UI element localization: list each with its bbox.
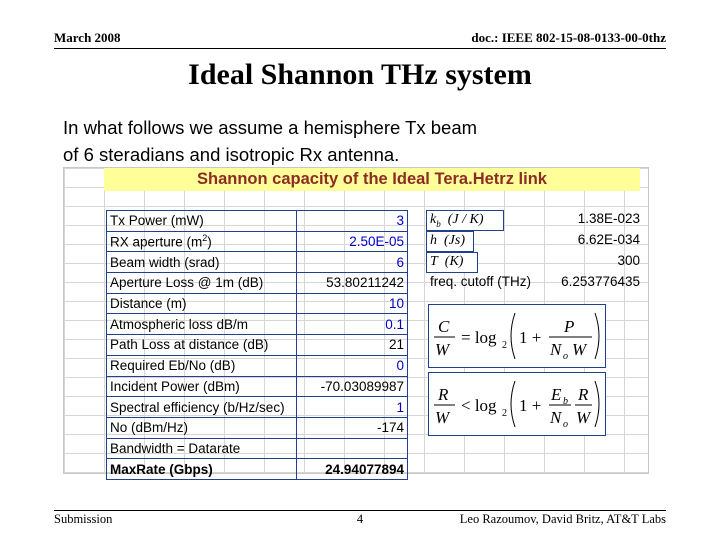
header-date: March 2008 [54, 30, 121, 45]
param-value [296, 438, 407, 459]
f1-num: P [564, 317, 575, 336]
f2-eq: < log [461, 396, 497, 415]
formula-shannon-svg [429, 305, 605, 367]
const-t-value: 300 [617, 253, 640, 268]
table-row [107, 459, 408, 480]
param-label-text: Bandwidth = Datarate [110, 440, 241, 456]
param-label-text: Atmospheric loss dB/m [110, 316, 249, 332]
footer-rule [54, 510, 666, 511]
param-value: 2.50E-05 [296, 231, 407, 252]
param-label-text: Incident Power (dBm) [110, 378, 240, 394]
param-value: 3 [296, 211, 407, 232]
param-label [107, 397, 297, 418]
param-label [107, 252, 297, 273]
param-value: 53.80211242 [296, 273, 407, 294]
intro-text [63, 114, 477, 168]
f2-lhs-num: R [438, 385, 449, 404]
header-rule [54, 48, 666, 49]
f2-d2: W [576, 408, 591, 427]
param-value: 10 [296, 293, 407, 314]
param-label [107, 459, 297, 480]
f2-d1sub: o [563, 419, 568, 430]
param-label-end: ) [207, 234, 212, 250]
f1-den-n: N [550, 340, 562, 359]
param-label [107, 335, 297, 356]
param-label [107, 231, 297, 252]
f1-sub: 2 [502, 340, 507, 351]
param-label [107, 376, 297, 397]
freq-cutoff-value: 6.253776435 [561, 274, 640, 289]
f2-sub: 2 [502, 408, 507, 419]
const-t-box [426, 252, 478, 273]
param-label-text: No (dBm/Hz) [110, 420, 189, 436]
parameters-table [106, 210, 408, 480]
f2-n2: R [578, 385, 589, 404]
f1-den-o: o [563, 351, 568, 362]
const-t-symbol: T (K) [430, 254, 464, 269]
f1-den-w: W [572, 340, 587, 359]
f1-eq: = log [461, 328, 497, 347]
param-label [107, 355, 297, 376]
param-value: 21 [296, 335, 407, 356]
param-value: 0.1 [296, 314, 407, 335]
param-label [107, 314, 297, 335]
intro-line-2: of 6 steradians and isotropic Rx antenna. [63, 144, 400, 165]
param-label-text: MaxRate (Gbps) [110, 461, 213, 477]
param-value: 6 [296, 252, 407, 273]
header-doc-id: doc.: IEEE 802-15-08-0133-00-0thz [471, 30, 666, 45]
const-h-box [426, 231, 474, 252]
param-value: -174 [296, 417, 407, 438]
table-row [107, 314, 408, 335]
const-h-value: 6.62E-034 [577, 232, 640, 247]
f2-n1sub: b [563, 396, 568, 407]
table-row [107, 293, 408, 314]
param-label-text: Tx Power (mW) [110, 213, 204, 229]
param-label-text: Spectral efficiency (b/Hz/sec) [110, 399, 285, 415]
table-row [107, 376, 408, 397]
param-label-text: RX aperture (m [110, 234, 203, 250]
param-label-text: Path Loss at distance (dB) [110, 337, 269, 353]
const-h-symbol: h (Js) [430, 233, 466, 248]
footer-page-number: 4 [356, 512, 364, 526]
param-label-text: Aperture Loss @ 1m (dB) [110, 275, 264, 291]
table-row [107, 355, 408, 376]
param-value: 0 [296, 355, 407, 376]
param-label-text: Required Eb/No (dB) [110, 358, 236, 374]
table-row [107, 335, 408, 356]
param-label [107, 293, 297, 314]
table-row [107, 252, 408, 273]
const-kb-box [426, 210, 504, 231]
f1-lhs-num: C [438, 317, 450, 336]
param-label-text: Beam width (srad) [110, 254, 220, 270]
f1-lhs-den: W [435, 340, 450, 359]
intro-line-1: In what follows we assume a hemisphere Tx beam [63, 117, 478, 138]
param-label [107, 273, 297, 294]
footer-submission: Submission [54, 512, 113, 526]
table-row [107, 231, 408, 252]
param-label [107, 417, 297, 438]
f2-n1: E [551, 385, 562, 404]
table-row [107, 397, 408, 418]
f2-lhs-den: W [435, 408, 450, 427]
table-row [107, 211, 408, 232]
param-label-sup: 2 [202, 233, 208, 244]
param-value: 24.94077894 [296, 459, 407, 480]
formula-rate-svg [429, 373, 605, 435]
param-value: -70.03089987 [296, 376, 407, 397]
table-row [107, 273, 408, 294]
param-label [107, 211, 297, 232]
f2-d1: N [550, 408, 562, 427]
param-label-text: Distance (m) [110, 296, 187, 312]
table-row [107, 417, 408, 438]
param-value: 1 [296, 397, 407, 418]
const-kb-value: 1.38E-023 [577, 211, 640, 226]
formula-rate-bound [428, 372, 606, 436]
formula-shannon-capacity [428, 304, 606, 368]
f1-one: 1 + [519, 328, 542, 347]
const-kb-symbol: $k_b$ (J / K) [430, 212, 484, 229]
freq-cutoff-label: freq. cutoff (THz) [430, 274, 532, 289]
f2-one: 1 + [519, 396, 542, 415]
table-row [107, 438, 408, 459]
sheet-banner: Shannon capacity of the Ideal Tera.Hetrz link [104, 168, 640, 191]
footer-authors: Leo Razoumov, David Britz, AT&T Labs [459, 512, 666, 526]
param-label [107, 438, 297, 459]
slide-title: Ideal Shannon THz system [188, 58, 532, 91]
